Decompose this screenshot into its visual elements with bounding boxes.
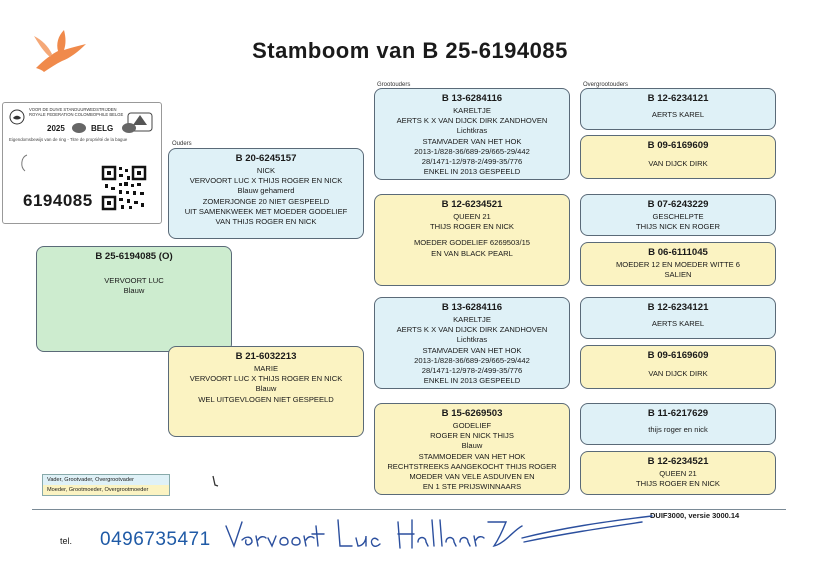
ring-year: 2025 — [47, 124, 65, 133]
card-header: VOOR DE DUIVE STANDUURWEDSTRIJDEN ROYALE FEDERATION COLOMBOPHILE BELGE — [29, 107, 124, 117]
pigeon-card-grandmother-paternal: B 12-6234521 QUEEN 21 THIJS ROGER EN NICK MOEDER GODELIEF 6269503/15 EN VAN BLACK PEARL — [374, 194, 570, 286]
pigeon-card-father: B 20-6245157 NICK VERVOORT LUC X THIJS ROGER EN NICK Blauw gehamerd ZOMERJONGE 20 NIET GESPEELD UIT SAMENKWEEK MET MOEDER GODELIEF VAN THIJS ROGER EN NICK — [168, 148, 364, 239]
crest-icon — [71, 122, 87, 134]
tel-number: 0496735471 — [100, 529, 211, 550]
pigeon-card-ggp-1: B 12-6234121 AERTS KAREL — [580, 88, 776, 130]
pigeon-card-ggp-3: B 07-6243229 GESCHELPTE THIJS NICK EN ROGER — [580, 194, 776, 236]
ring-number: B 13-6284116 — [441, 93, 503, 104]
label-grootouders: Grootouders — [377, 82, 411, 88]
pigeon-card-ggp-8: B 12-6234521 QUEEN 21 THIJS ROGER EN NICK — [580, 451, 776, 495]
legend-female: Moeder, Grootmoeder, Overgrootmoeder — [43, 485, 169, 495]
software-version: DUIF3000, versie 3000.14 — [650, 511, 740, 520]
ring-number: B 13-6284116 — [441, 302, 503, 313]
footer-divider — [32, 509, 786, 510]
pigeon-card-ggp-4: B 06-6111045 MOEDER 12 EN MOEDER WITTE 6 SALIEN — [580, 242, 776, 286]
ring-country: BELG — [91, 124, 114, 133]
pigeon-card-grandmother-maternal: B 15-6269503 GODELIEF ROGER EN NICK THIJS Blauw STAMMOEDER VAN HET HOK RECHTSTREEKS AANGEKOCHT THIJS ROGER MOEDER VAN VELE ASDUIVEN EN EN 1 STE PRIJSWINNAARS — [374, 403, 570, 495]
ring-number: B 25-6194085 (O) — [95, 251, 173, 262]
legend-male: Vader, Grootvader, Overgrootvader — [43, 475, 169, 485]
pigeon-card-ggp-2: B 09-6169609 VAN DIJCK DIRK — [580, 135, 776, 179]
tel-label: tel. — [60, 536, 73, 546]
ring-number: B 12-6234521 — [441, 199, 503, 210]
page-title: Stamboom van B 25-6194085 — [252, 38, 568, 63]
federation-emblem-icon — [9, 109, 25, 125]
crest-icon-2 — [121, 122, 137, 134]
card-ownership-text: Eigendomsbewijs van de ring - Titre de propriété de la bague — [9, 137, 128, 142]
ring-number: B 21-6032213 — [235, 351, 297, 362]
ring-number: B 15-6269503 — [441, 408, 503, 419]
pigeon-card-grandfather-paternal: B 13-6284116 KARELTJE AERTS K X VAN DIJCK DIRK ZANDHOVEN Lichtkras STAMVADER VAN HET HOK 2013-1/828-36/689-29/665-29/442 28/1471-12/978-2/499-35/776 ENKEL IN 2013 GESPEELD — [374, 88, 570, 180]
pigeon-card-ggp-7: B 11-6217629 thijs roger en nick — [580, 403, 776, 445]
pigeon-card-ggp-5: B 12-6234121 AERTS KAREL — [580, 297, 776, 339]
ring-ownership-card — [2, 102, 162, 224]
label-ouders: Ouders — [172, 141, 192, 147]
qr-code-icon — [101, 165, 147, 211]
tick-mark-icon — [210, 474, 220, 488]
pigeon-card-ggp-6: B 09-6169609 VAN DIJCK DIRK — [580, 345, 776, 389]
ring-number: B 20-6245157 — [235, 153, 297, 164]
label-overgrootouders: Overgrootouders — [583, 82, 629, 88]
ring-mark-icon — [17, 153, 31, 173]
color-legend — [42, 474, 170, 496]
pigeon-card-mother: B 21-6032213 MARIE VERVOORT LUC X THIJS ROGER EN NICK Blauw WEL UITGEVLOGEN NIET GESPEELD — [168, 346, 364, 437]
ring-number: 6194085 — [23, 191, 93, 210]
handwritten-signature — [222, 512, 662, 558]
pigeon-card-subject: B 25-6194085 (O) VERVOORT LUC Blauw — [36, 246, 232, 352]
pigeon-card-grandfather-maternal: B 13-6284116 KARELTJE AERTS K X VAN DIJCK DIRK ZANDHOVEN Lichtkras STAMVADER VAN HET HOK 2013-1/828-36/689-29/665-29/442 28/1471-12/978-2/499-35/776 ENKEL IN 2013 GESPEELD — [374, 297, 570, 389]
